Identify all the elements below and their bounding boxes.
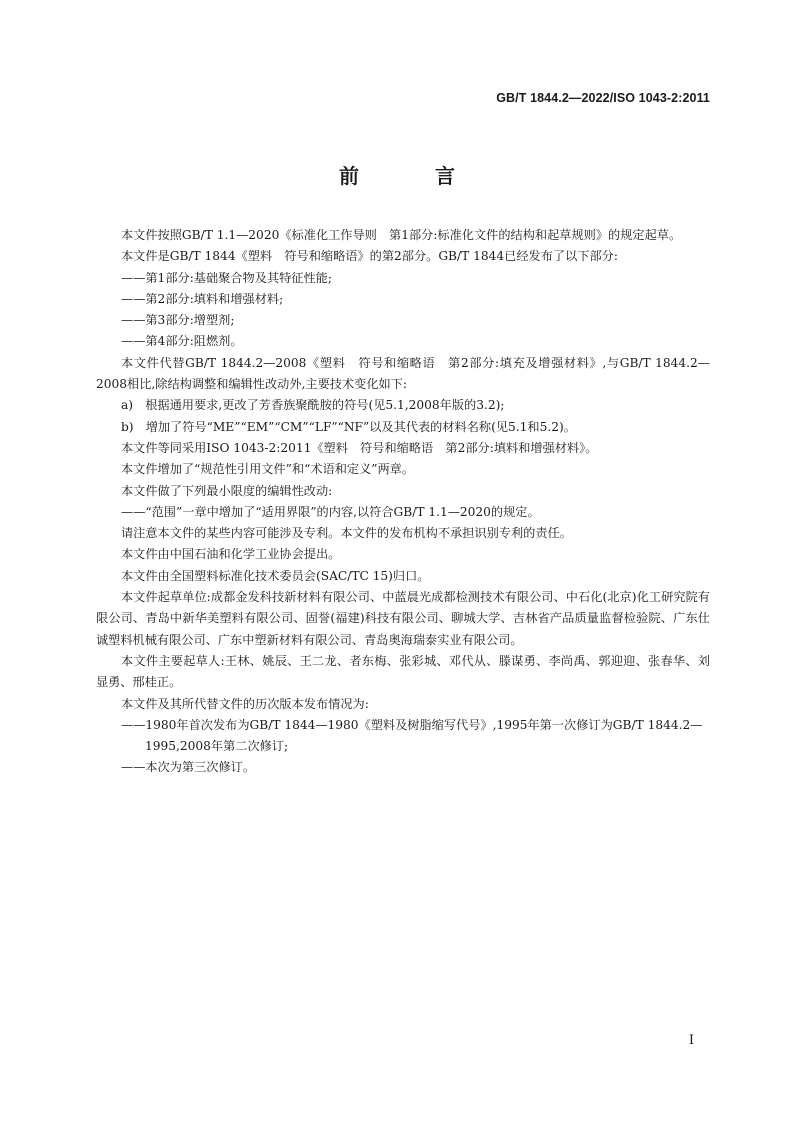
page-title: 前 言 — [339, 164, 483, 188]
paragraph-iso-equivalence: 本文件等同采用ISO 1043-2:2011《塑料 符号和缩略语 第2部分:填料和增强材料》。 — [121, 440, 598, 455]
page-number: I — [688, 1033, 694, 1048]
paragraph-editorial-changes: 本文件做了下列最小限度的编辑性改动: — [121, 483, 333, 498]
paragraph-replaces: 本文件代替GB/T 1844.2—2008《塑料 符号和缩略语 第2部分:填充及增强材料》,与GB/T 1844.2—2008相比,除结构调整和编辑性改动外,主要技术变化如下: — [96, 355, 710, 392]
standard-code-header: GB/T 1844.2—2022/ISO 1043-2:2011 — [496, 91, 710, 105]
paragraph-patent-notice: 请注意本文件的某些内容可能涉及专利。本文件的发布机构不承担识别专利的责任。 — [121, 526, 572, 541]
list-item-part: ——第1部分:基础聚合物及其特征性能; — [121, 270, 332, 285]
list-item-history: ——本次为第三次修订。 — [121, 760, 256, 775]
list-item-change: a) 根据通用要求,更改了芳香族聚酰胺的符号(见5.1,2008年版的3.2); — [121, 398, 505, 413]
paragraph-series-intro: 本文件是GB/T 1844《塑料 符号和缩略语》的第2部分。GB/T 1844已经发布了以下部分: — [121, 249, 618, 264]
list-item-part: ——第3部分:增塑剂; — [121, 313, 235, 328]
paragraph-under-jurisdiction: 本文件由全国塑料标准化技术委员会(SAC/TC 15)归口。 — [121, 568, 430, 583]
paragraph-added-chapters: 本文件增加了“规范性引用文件”和“术语和定义”两章。 — [121, 462, 415, 477]
list-item-history: ——1980年首次发布为GB/T 1844—1980《塑料及树脂缩写代号》,1995年第一次修订为GB/T 1844.2—1995,2008年第二次修订; — [121, 717, 703, 754]
list-item-part: ——第2部分:填料和增强材料; — [121, 291, 284, 306]
paragraph-history-intro: 本文件及其所代替文件的历次版本发布情况为: — [121, 696, 369, 711]
paragraph-drafters: 本文件主要起草人:王林、姚辰、王二龙、者东梅、张彩城、邓代从、滕谋勇、李尚禹、郭迎迎、张春华、刘显勇、邢桂正。 — [96, 653, 710, 690]
list-item-change: b) 增加了符号“ME”“EM”“CM”“LF”“NF”以及其代表的材料名称(见5.1和5.2)。 — [121, 419, 576, 434]
paragraph-proposed-by: 本文件由中国石油和化学工业协会提出。 — [121, 547, 341, 562]
list-item-part: ——第4部分:阻燃剂。 — [121, 334, 243, 349]
foreword-body — [96, 225, 710, 779]
paragraph-drafting-units: 本文件起草单位:成都金发科技新材料有限公司、中蓝晨光成都检测技术有限公司、中石化(北京)化工研究院有限公司、青岛中新华美塑料有限公司、固誉(福建)科技有限公司、聊城大学、吉林省产品质量监督检验院、广东仕诚塑料机械有限公司、广东中塑新材料有限公司、青岛奥海瑞泰实业有限公司。 — [96, 590, 710, 647]
paragraph-drafting-rules: 本文件按照GB/T 1.1—2020《标准化工作导则 第1部分:标准化文件的结构和起草规则》的规定起草。 — [121, 228, 682, 242]
list-item-editorial: ——“范围”一章中增加了“适用界限”的内容,以符合GB/T 1.1—2020的规定。 — [121, 504, 540, 519]
